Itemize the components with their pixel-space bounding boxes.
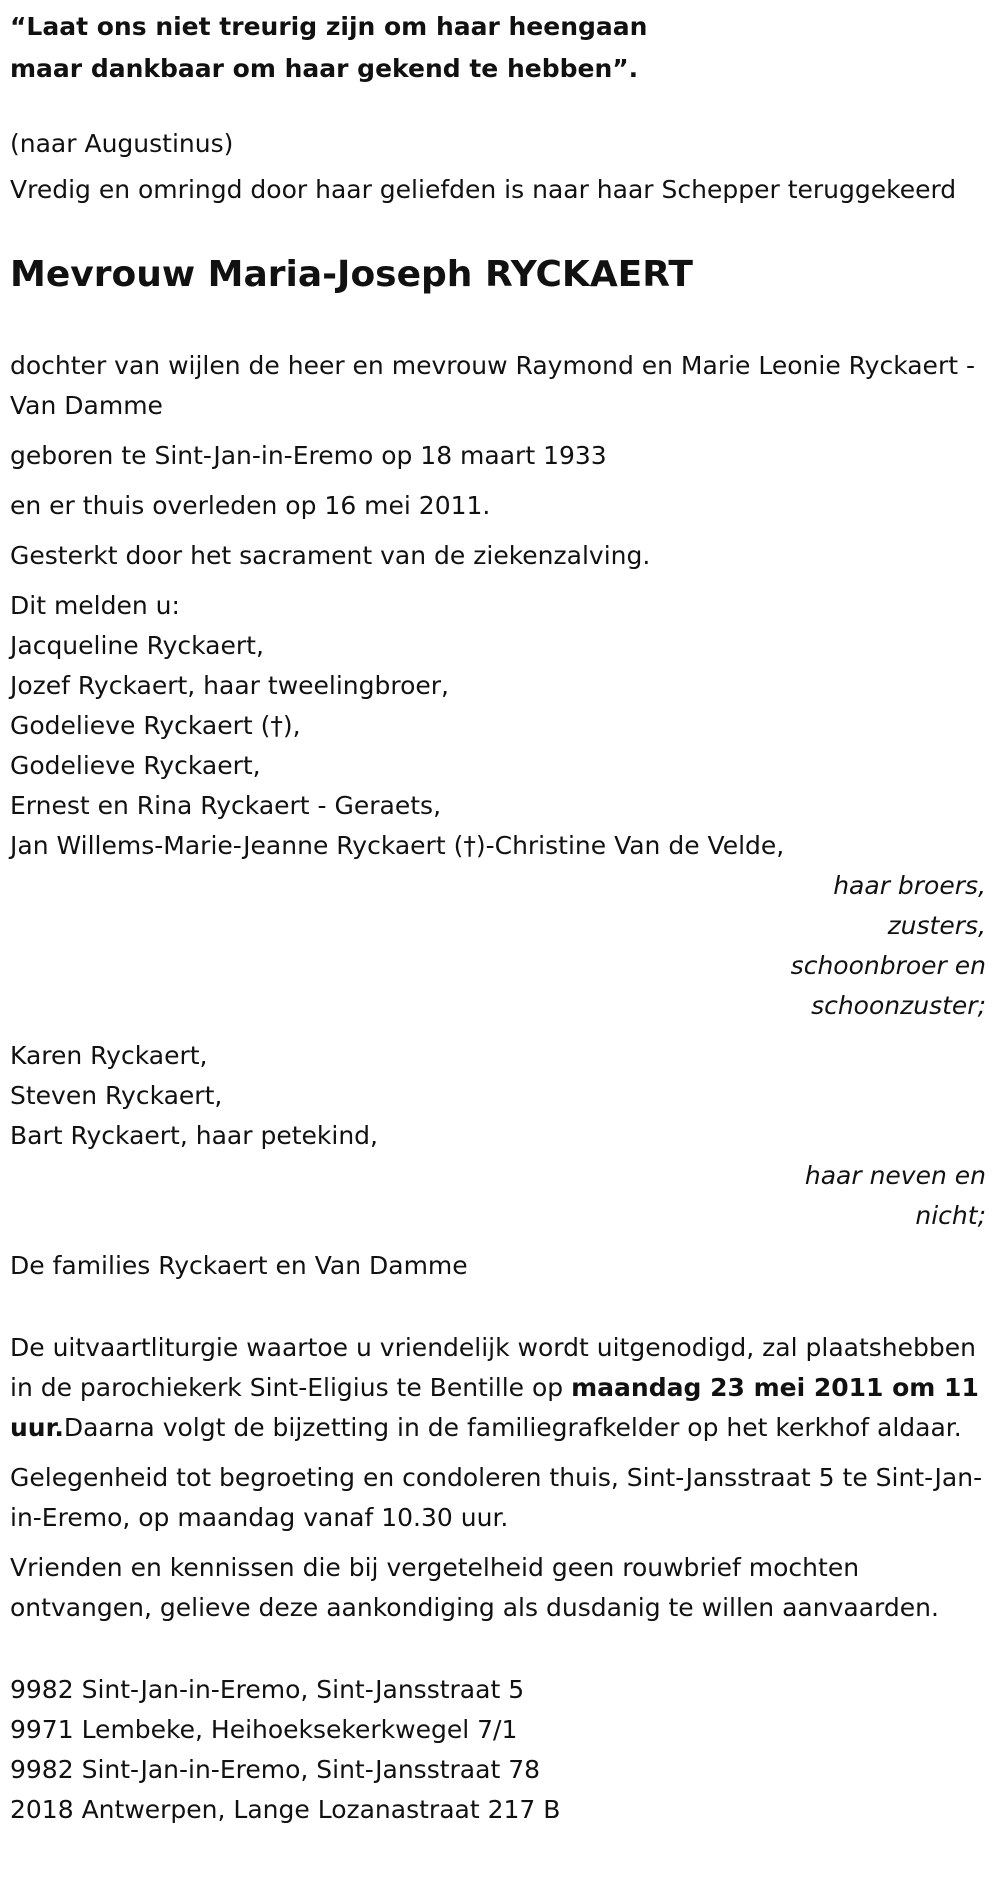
relation-line: haar neven en bbox=[804, 1161, 986, 1190]
motto-quote bbox=[10, 6, 990, 90]
address-line: 2018 Antwerpen, Lange Lozanastraat 217 B bbox=[10, 1795, 561, 1824]
visit-text: Gelegenheid tot begroeting en condoleren thuis, Sint-Jansstraat 5 te Sint-Jan-in-Eremo, op maandag vanaf 10.30 uur. bbox=[10, 1463, 983, 1532]
list-item: Godelieve Ryckaert (†), bbox=[10, 711, 301, 740]
families-text: De families Ryckaert en Van Damme bbox=[10, 1251, 468, 1280]
death-text: en er thuis overleden op 16 mei 2011. bbox=[10, 491, 491, 520]
siblings-list bbox=[10, 586, 990, 866]
nephews-relation bbox=[10, 1156, 990, 1236]
list-item: Jacqueline Ryckaert, bbox=[10, 631, 264, 660]
relation-line: schoonbroer en bbox=[790, 951, 986, 980]
funeral-text-part1: De uitvaartliturgie waartoe u vriendelijk wordt uitgenodigd, zal plaatshebben in de parochiekerk Sint-Eligius te Bentille op bbox=[10, 1333, 976, 1402]
list-item: Steven Ryckaert, bbox=[10, 1081, 223, 1110]
relation-line: nicht; bbox=[915, 1201, 986, 1230]
list-item: Godelieve Ryckaert, bbox=[10, 751, 261, 780]
funeral-text bbox=[10, 1328, 990, 1448]
list-item: Karen Ryckaert, bbox=[10, 1041, 208, 1070]
funeral-date: maandag 23 mei 2011 om 11 uur. bbox=[10, 1373, 979, 1442]
deceased-name: Mevrouw Maria-Joseph RYCKAERT bbox=[10, 254, 693, 295]
death-notice bbox=[0, 6, 1000, 1830]
announce-label: Dit melden u: bbox=[10, 591, 180, 620]
address-line: 9982 Sint-Jan-in-Eremo, Sint-Jansstraat 78 bbox=[10, 1755, 541, 1784]
birth-text: geboren te Sint-Jan-in-Eremo op 18 maart 1933 bbox=[10, 441, 607, 470]
list-item: Ernest en Rina Ryckaert - Geraets, bbox=[10, 791, 442, 820]
motto-line-2: maar dankbaar om haar gekend te hebben”. bbox=[10, 54, 639, 83]
list-item: Jozef Ryckaert, haar tweelingbroer, bbox=[10, 671, 450, 700]
quote-source: (naar Augustinus) bbox=[10, 129, 234, 158]
parents-text: dochter van wijlen de heer en mevrouw Raymond en Marie Leonie Ryckaert - Van Damme bbox=[10, 351, 975, 420]
list-item: Bart Ryckaert, haar petekind, bbox=[10, 1121, 378, 1150]
siblings-relation bbox=[10, 866, 990, 1026]
addresses-list bbox=[10, 1670, 990, 1830]
motto-line-1: “Laat ons niet treurig zijn om haar heengaan bbox=[10, 12, 648, 41]
relation-line: haar broers, bbox=[833, 871, 986, 900]
address-line: 9982 Sint-Jan-in-Eremo, Sint-Jansstraat 5 bbox=[10, 1675, 525, 1704]
relation-line: zusters, bbox=[887, 911, 986, 940]
relation-line: schoonzuster; bbox=[811, 991, 986, 1020]
funeral-text-part2: Daarna volgt de bijzetting in de familiegrafkelder op het kerkhof aldaar. bbox=[63, 1413, 962, 1442]
intro-text: Vredig en omringd door haar geliefden is naar haar Schepper teruggekeerd bbox=[10, 175, 957, 204]
list-item: Jan Willems-Marie-Jeanne Ryckaert (†)-Christine Van de Velde, bbox=[10, 831, 785, 860]
friends-text: Vrienden en kennissen die bij vergetelheid geen rouwbrief mochten ontvangen, gelieve deze aankondiging als dusdanig te willen aanvaarden. bbox=[10, 1553, 939, 1622]
nephews-list bbox=[10, 1036, 990, 1156]
address-line: 9971 Lembeke, Heihoeksekerkwegel 7/1 bbox=[10, 1715, 518, 1744]
sacrament-text: Gesterkt door het sacrament van de ziekenzalving. bbox=[10, 541, 651, 570]
